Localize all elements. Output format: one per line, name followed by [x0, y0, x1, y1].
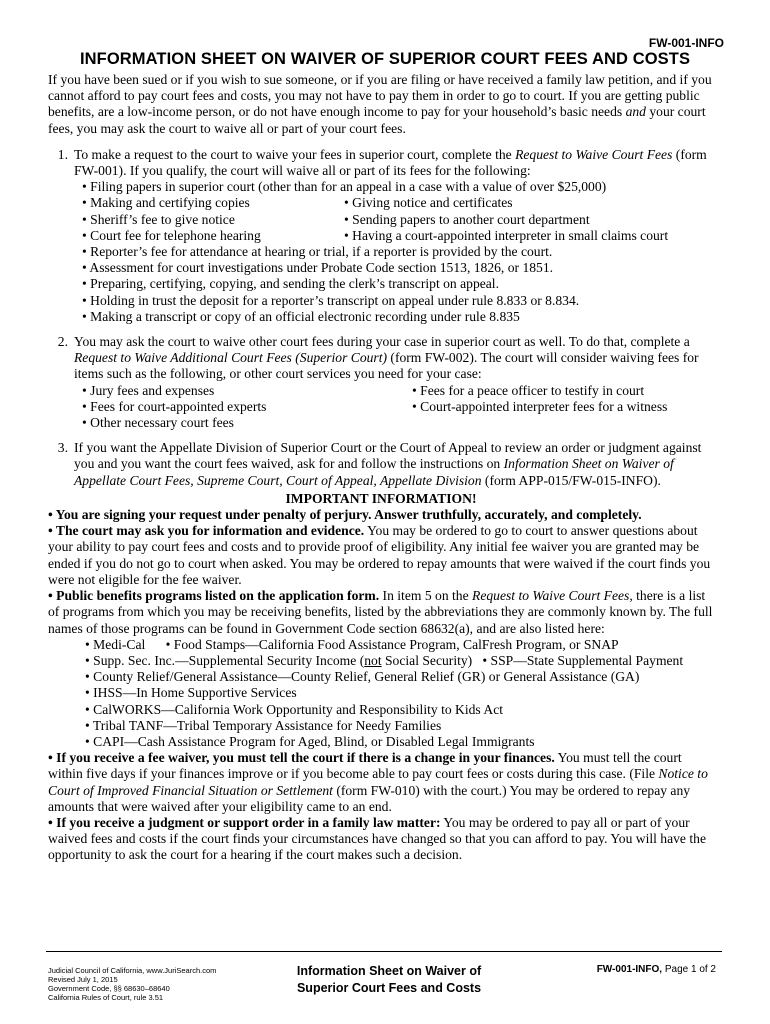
- intro-text-end: your court fees, you may ask the court to waive all or part of your court fees.: [48, 104, 706, 136]
- benefits-heading: • Public benefits programs listed on the application form.: [48, 588, 380, 604]
- judgment-heading: • If you receive a judgment or support order in a family law matter:: [48, 814, 441, 830]
- item-3-text-a: If you want the Appellate Division of Superior Court or the Court of Appeal to review an order or judgment against you and you want the court fees waived, ask for and follow the instructions on: [74, 440, 702, 472]
- list-item-pair: [82, 228, 714, 244]
- finances-change-heading: • If you receive a fee waiver, you must tell the court if there is a change in your finances.: [48, 750, 555, 766]
- list-item-pair: [82, 195, 714, 211]
- footer-line: California Rules of Court, rule 3.51: [48, 993, 164, 1002]
- item-2-text-b: (form FW-002). The court will consider waiving fees for items such as the following, or other court services you need for your case:: [74, 350, 699, 382]
- list-item: • Other necessary court fees: [82, 415, 234, 431]
- item-3: [48, 440, 714, 489]
- footer-title-line: Superior Court Fees and Costs: [296, 981, 482, 995]
- list-item: • Making and certifying copies: [82, 195, 250, 211]
- list-item: • Sending papers to another court department: [344, 211, 590, 227]
- item-2-number: 2.: [57, 334, 68, 350]
- page-number: [597, 964, 716, 975]
- footer-title-line: Information Sheet on Waiver of: [296, 964, 482, 978]
- item-1-bullets: [74, 179, 714, 325]
- item-3-form-name: Information Sheet on Waiver of Appellate Court Fees, Supreme Court, Court of Appeal, Appellate Division: [74, 456, 674, 488]
- item-3-number: 3.: [57, 440, 68, 456]
- list-item: • Tribal TANF—Tribal Temporary Assistance for Needy Families: [85, 717, 442, 733]
- finances-change-text-a: You must tell the court within five days if your finances improve or if you become able to pay court fees or costs during this case. (File: [48, 750, 682, 782]
- benefits-text-b: , there is a list of programs from which you may be receiving benefits, listed by the abbreviations they are commonly known by. The full names of those programs can be found in Government Code section 68632(a), and are also listed here:: [48, 588, 713, 636]
- programs-list: [48, 637, 714, 750]
- list-item: • Sheriff’s fee to give notice: [82, 211, 235, 227]
- intro-text: If you have been sued or if you wish to sue someone, or if you are filing or have received a family law petition, and if you cannot afford to pay court fees and costs, you may not have to pay them in order to go to court. If you are getting public benefits, are a low-income person, or do not have enough income to pay for your household’s basic needs: [48, 72, 712, 120]
- list-item: • Giving notice and certificates: [344, 195, 513, 211]
- perjury-notice: • You are signing your request under penalty of perjury. Answer truthfully, accurately, and completely.: [48, 507, 642, 523]
- finances-change-paragraph: [48, 750, 714, 815]
- not-underlined: not: [364, 652, 382, 668]
- page-footer: [46, 951, 722, 1002]
- footer-line: Government Code, §§ 68630–68640: [48, 984, 170, 993]
- list-item: • Preparing, certifying, copying, and sending the clerk’s transcript on appeal.: [82, 276, 499, 292]
- intro-paragraph: [48, 72, 714, 137]
- footer-form-id: FW-001-INFO,: [596, 964, 663, 975]
- footer-page: Page 1 of 2: [662, 964, 716, 975]
- form-id: FW-001-INFO: [648, 36, 724, 50]
- footer-title: [244, 963, 534, 997]
- list-item: • Jury fees and expenses: [82, 382, 215, 398]
- footer-line: Judicial Council of California, www.JuriSearch.com: [48, 966, 217, 975]
- list-item: [85, 653, 714, 669]
- footer-line: Revised July 1, 2015: [48, 975, 118, 984]
- document-title: INFORMATION SHEET ON WAIVER OF SUPERIOR COURT FEES AND COSTS: [79, 50, 691, 68]
- footer-citations: [48, 966, 216, 1002]
- list-item-pair: [82, 383, 714, 399]
- judgment-text: You may be ordered to pay all or part of your waived fees and costs if the court finds your circumstances have changed so that you can afford to pay. You will have the opportunity to ask the court for a hearing if the court makes such a decision.: [48, 814, 706, 863]
- list-item: • Fees for a peace officer to testify in court: [412, 382, 645, 398]
- evidence-heading: • The court may ask you for information and evidence.: [48, 523, 365, 539]
- list-item: • Court fee for telephone hearing: [82, 227, 261, 243]
- item-1: [48, 147, 714, 325]
- judgment-paragraph: [48, 815, 714, 864]
- list-item-pair: [82, 399, 714, 415]
- list-item: • Having a court-appointed interpreter in small claims court: [344, 227, 669, 243]
- item-2-text: [74, 334, 714, 383]
- item-1-form-name: Request to Waive Court Fees: [515, 146, 673, 162]
- document-body: [48, 72, 714, 864]
- item-3-text: [74, 440, 714, 489]
- list-item: • Making a transcript or copy of an official electronic recording under rule 8.835: [82, 308, 520, 324]
- benefits-form-name: Request to Waive Court Fees: [472, 588, 630, 604]
- intro-and: and: [625, 104, 646, 120]
- list-item: • IHSS—In Home Supportive Services: [85, 685, 297, 701]
- list-item: • Court-appointed interpreter fees for a witness: [412, 398, 668, 414]
- programs-ssi-text: • Supp. Sec. Inc.—Supplemental Security Income (: [85, 652, 365, 668]
- list-item: • Reporter’s fee for attendance at hearing or trial, if a reporter is provided by the court.: [82, 244, 553, 260]
- item-2-bullets: [74, 383, 714, 432]
- list-item: • County Relief/General Assistance—County Relief, General Relief (GR) or General Assistance (GA): [85, 669, 640, 685]
- finances-change-form-name: Notice to Court of Improved Financial Situation or Settlement: [48, 766, 708, 798]
- list-item: • Fees for court-appointed experts: [82, 398, 267, 414]
- item-1-text-a: To make a request to the court to waive your fees in superior court, complete the: [74, 146, 516, 162]
- item-2: [48, 334, 714, 431]
- item-1-text: [74, 147, 714, 179]
- finances-change-text-b: (form FW-010) with the court.) You may be ordered to repay any amounts that were waived after your eligibility came to an end.: [48, 782, 691, 814]
- programs-ssp-text: Social Security) • SSP—State Supplemental Payment: [381, 652, 684, 668]
- list-item: • CAPI—Cash Assistance Program for Aged, Blind, or Disabled Legal Immigrants: [85, 733, 535, 749]
- list-item: • Assessment for court investigations under Probate Code section 1513, 1826, or 1851.: [82, 260, 554, 276]
- list-item: • Filing papers in superior court (other than for an appeal in a case with a value of over $25,000): [82, 179, 607, 195]
- item-3-text-b: (form APP-015/FW-015-INFO).: [481, 472, 661, 488]
- list-item: • Medi-Cal • Food Stamps—California Food Assistance Program, CalFresh Program, or SNAP: [85, 636, 619, 652]
- benefits-text-a: In item 5 on the: [379, 588, 473, 604]
- benefits-paragraph: [48, 588, 714, 637]
- list-item: • Holding in trust the deposit for a reporter’s transcript on appeal under rule 8.833 or 8.834.: [82, 292, 580, 308]
- evidence-paragraph: [48, 523, 714, 588]
- item-2-text-a: You may ask the court to waive other court fees during your case in superior court as well. To do that, complete a: [74, 334, 690, 350]
- list-item-pair: [82, 212, 714, 228]
- list-item: • CalWORKS—California Work Opportunity and Responsibility to Kids Act: [85, 701, 504, 717]
- item-2-form-name: Request to Waive Additional Court Fees (Superior Court): [74, 350, 388, 366]
- evidence-text: You may be ordered to go to court to answer questions about your ability to pay court fees and costs and to provide proof of eligibility. Any initial fee waiver you are granted may be ended if you do not go to court when asked. You may be ordered to repay amounts that were waived if the court finds you were not eligible for the fee waiver.: [48, 523, 711, 587]
- important-heading: IMPORTANT INFORMATION!: [285, 490, 477, 506]
- item-1-text-b: (form FW-001). If you qualify, the court will waive all or part of its fees for the following:: [74, 146, 707, 179]
- item-1-number: 1.: [57, 146, 68, 162]
